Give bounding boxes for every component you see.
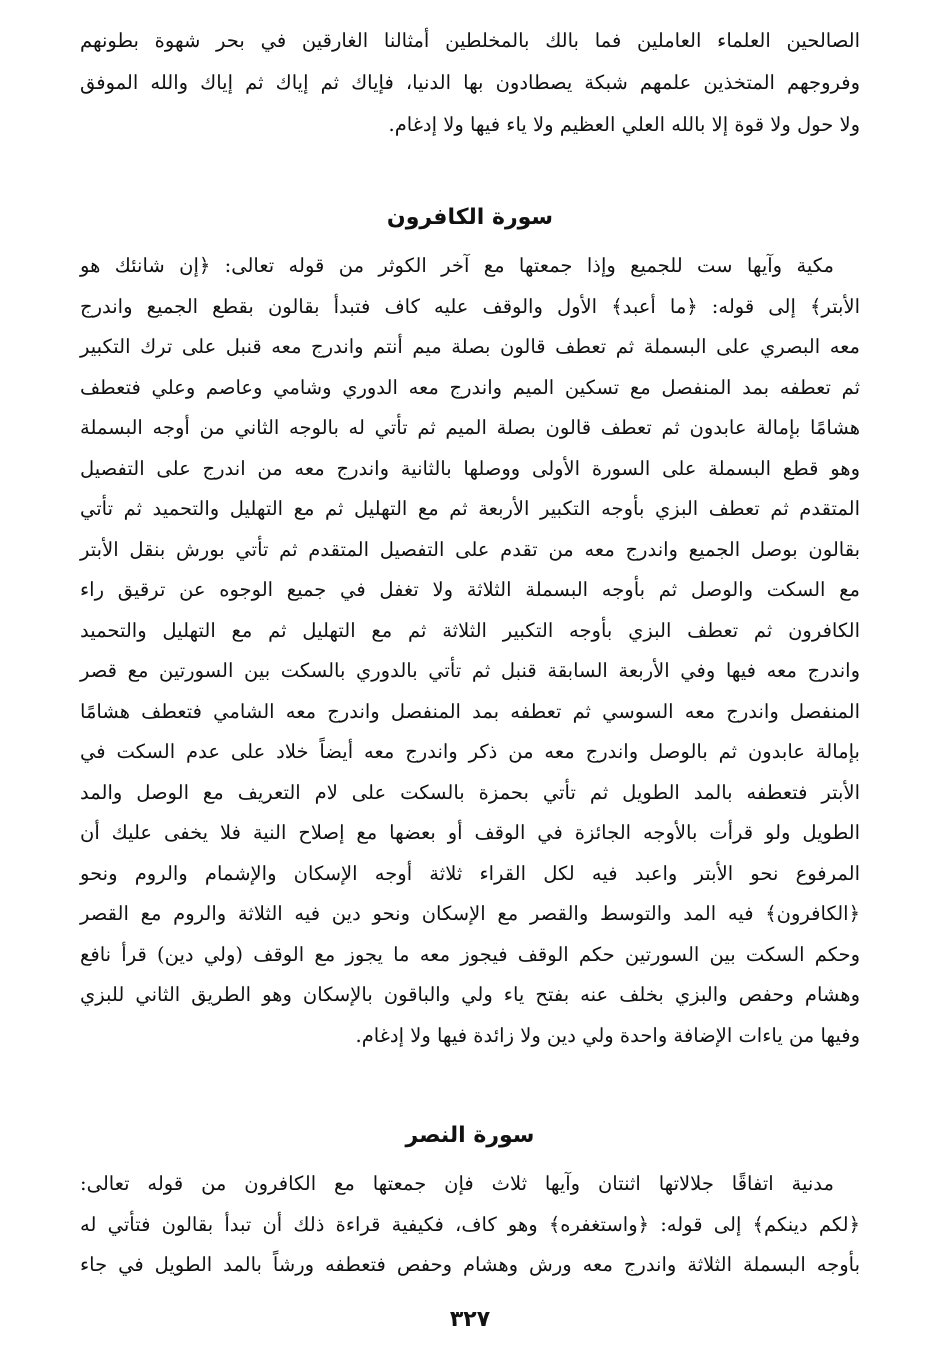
text-line: هشامًا بإمالة عابدون ثم تعطف قالون بصلة الميم ثم تأتي له بالوجه الثاني من أوجه البسملة	[80, 416, 860, 439]
text-line: مكية وآيها ست للجميع وإذا جمعتها مع آخر الكوثر من قوله تعالى: ﴿إن شانئك هو	[80, 254, 834, 277]
text-line: ولا حول ولا قوة إلا بالله العلي العظيم ولا ياء فيها ولا إدغام.	[388, 113, 860, 136]
intro-paragraph	[80, 20, 860, 146]
text-line: ﴿الكافرون﴾ فيه المد والتوسط والقصر مع الإسكان ونحو دين فيه الثلاثة والروم مع القصر	[80, 902, 860, 925]
text-line: وهو قطع البسملة على السورة الأولى ووصلها بالثانية واندرج معه من اندرج على التفصيل	[80, 456, 860, 480]
book-page	[80, 20, 860, 1360]
nasr-paragraph	[80, 1164, 860, 1286]
text-line: مع السكت والوصل ثم بأوجه البسملة الثلاثة ولا تغفل في جميع الوجوه عن ترقيق راء	[80, 578, 860, 601]
text-line: الطويل ولو قرأت بالأوجه الجائزة في الوقف أو بعضها مع إصلاح النية فلا يخفى عليك أن	[80, 821, 860, 844]
text-line: بأوجه البسملة الثلاثة واندرج معه ورش وهشام وحفص فتعطفه ورشاً بالمد الطويل في جاء	[80, 1253, 860, 1276]
text-line: مدنية اتفاقًا جلالاتها اثنتان وآيها ثلاث فإن جمعتها مع الكافرون من قوله تعالى:	[80, 1172, 834, 1195]
text-line: بقالون بوصل الجميع واندرج معه من تقدم على التفصيل المتقدم ثم تأتي بورش بنقل الأبتر	[80, 537, 860, 561]
text-line: ثم تعطفه بمد المنفصل مع تسكين الميم واندرج معه الدوري وشامي وعاصم وعلي فتعطف	[80, 375, 860, 399]
page-number: ٣٢٧	[449, 1307, 491, 1332]
text-line: وفيها من ياءات الإضافة واحدة ولي دين ولا زائدة فيها ولا إدغام.	[355, 1023, 860, 1047]
text-line: ﴿لكم دينكم﴾ إلى قوله: ﴿واستغفره﴾ وهو كاف، فكيفية قراءة ذلك أن تبدأ بقالون فتأتي له	[80, 1212, 860, 1236]
text-line: المتقدم ثم تعطف البزي بأوجه التكبير الأربعة ثم مع التهليل ثم مع التهليل والتحميد ثم تأتي	[80, 497, 860, 520]
text-line: وهشام وحفص والبزي بخلف عنه بفتح ياء ولي والباقون بالإسكان وهو الطريق الثاني للبزي	[80, 983, 860, 1006]
surah-title-nasr: سورة النصر	[405, 1123, 535, 1148]
text-line: الأبتر﴾ إلى قوله: ﴿ما أعبد﴾ الأول والوقف عليه كاف فتبدأ بقالون بقطع الجميع واندرج	[80, 294, 860, 318]
text-line: الأبتر فتعطفه بالمد الطويل ثم تأتي بحمزة بالسكت على لام التعريف مع الوصل والمد	[80, 780, 860, 804]
text-line: معه البصري على البسملة ثم تعطف قالون بصلة ميم أنتم واندرج معه قنبل على ترك التكبير	[80, 335, 860, 358]
surah-title-kafirun: سورة الكافرون	[386, 205, 554, 230]
text-line: المنفصل واندرج معه السوسي ثم تعطفه بمد المنفصل واندرج معه الشامي فتعطف هشامًا	[80, 699, 860, 723]
text-line: الكافرون ثم تعطف البزي بأوجه التكبير الثلاثة ثم مع التهليل ثم مع التهليل والتحميد	[80, 618, 860, 642]
text-line: وحكم السكت بين السورتين حكم الوقف فيجوز معه ما يجوز مع الوقف (ولي دين) قرأ نافع	[80, 942, 860, 966]
text-line: المرفوع نحو الأبتر واعبد فيه لكل القراء ثلاثة أوجه الإسكان والإشمام والروم ونحو	[80, 861, 860, 885]
kafirun-paragraph	[80, 246, 860, 1056]
text-line: بإمالة عابدون ثم بالوصل واندرج معه من ذكر واندرج معه أيضاً خلاد على عدم السكت في	[80, 740, 860, 763]
text-line: الصالحين العلماء العاملين فما بالك بالمخلطين أمثالنا الغارقين في بحر شهوة بطونهم	[80, 29, 860, 52]
text-line: وفروجهم المتخذين علمهم شبكة يصطادون بها الدنيا، فإياك ثم إياك ثم إياك والله الموفق	[80, 71, 860, 94]
text-line: واندرج معه فيها وفي الأربعة السابقة قنبل ثم تأتي بالدوري بالسكت بين السورتين مع قصر	[80, 659, 860, 682]
